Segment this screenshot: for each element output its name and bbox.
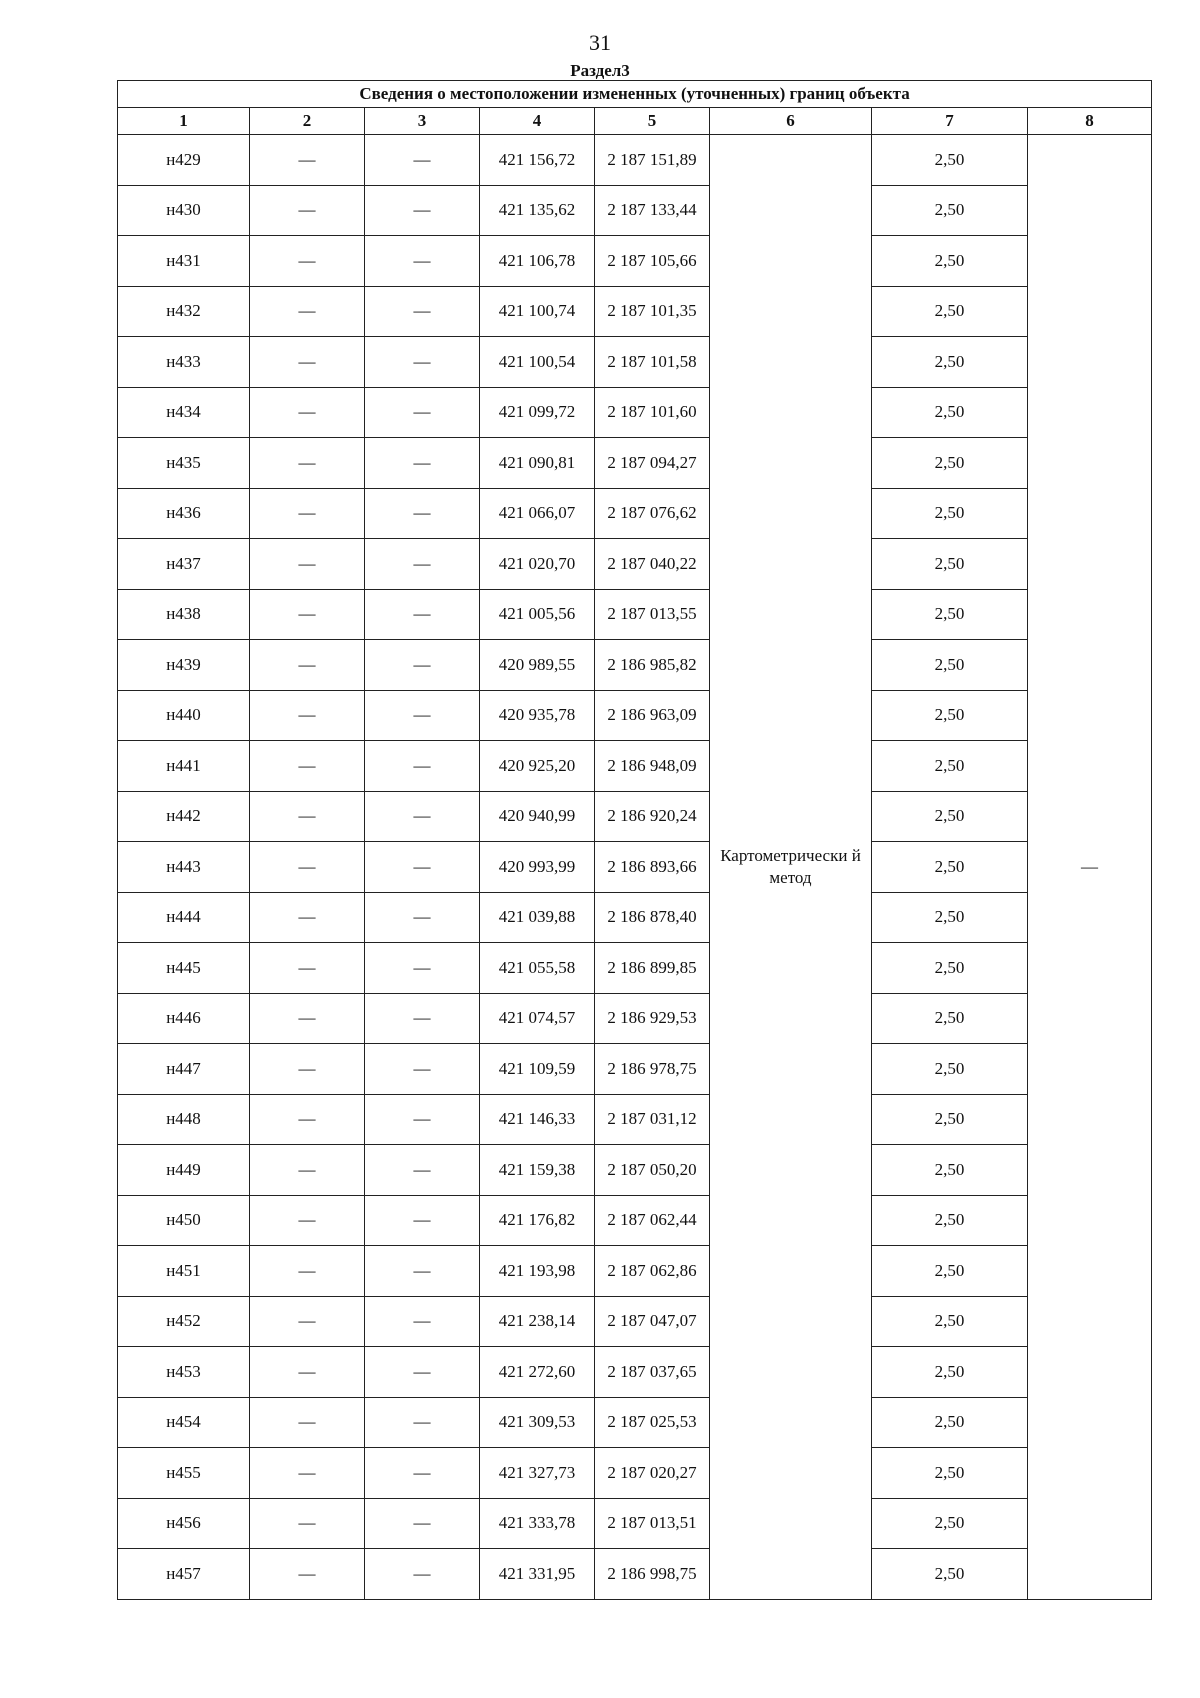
accuracy-cell: 2,50 [872, 993, 1028, 1044]
y-coordinate-cell: 2 187 040,22 [595, 539, 710, 590]
point-name-cell: н451 [118, 1246, 250, 1297]
accuracy-cell: 2,50 [872, 1347, 1028, 1398]
col3-dash-cell: — [365, 135, 480, 186]
col2-dash-cell: — [250, 791, 365, 842]
col3-dash-cell: — [365, 539, 480, 590]
col3-dash-cell: — [365, 1397, 480, 1448]
x-coordinate-cell: 420 993,99 [480, 842, 595, 893]
y-coordinate-cell: 2 186 920,24 [595, 791, 710, 842]
column-number: 8 [1028, 108, 1152, 135]
col2-dash-cell: — [250, 387, 365, 438]
page-number: 31 [589, 30, 611, 55]
point-name-cell: н429 [118, 135, 250, 186]
table-row [118, 1448, 1152, 1499]
column-number: 2 [250, 108, 365, 135]
point-name-cell: н457 [118, 1549, 250, 1600]
table-row [118, 943, 1152, 994]
method-cell: Картометрически й метод [710, 135, 872, 1600]
x-coordinate-cell: 421 109,59 [480, 1044, 595, 1095]
x-coordinate-cell: 421 331,95 [480, 1549, 595, 1600]
col2-dash-cell: — [250, 1347, 365, 1398]
table-body [118, 135, 1152, 1600]
accuracy-cell: 2,50 [872, 690, 1028, 741]
x-coordinate-cell: 421 238,14 [480, 1296, 595, 1347]
point-name-cell: н442 [118, 791, 250, 842]
accuracy-cell: 2,50 [872, 1296, 1028, 1347]
boundary-coordinates-table [117, 80, 1152, 1600]
point-name-cell: н448 [118, 1094, 250, 1145]
col3-dash-cell: — [365, 1145, 480, 1196]
accuracy-cell: 2,50 [872, 640, 1028, 691]
y-coordinate-cell: 2 187 013,55 [595, 589, 710, 640]
y-coordinate-cell: 2 187 013,51 [595, 1498, 710, 1549]
table-row [118, 185, 1152, 236]
col2-dash-cell: — [250, 337, 365, 388]
accuracy-cell: 2,50 [872, 741, 1028, 792]
point-name-cell: н449 [118, 1145, 250, 1196]
column-number: 4 [480, 108, 595, 135]
x-coordinate-cell: 421 074,57 [480, 993, 595, 1044]
col3-dash-cell: — [365, 1549, 480, 1600]
column-number: 7 [872, 108, 1028, 135]
col2-dash-cell: — [250, 943, 365, 994]
accuracy-cell: 2,50 [872, 135, 1028, 186]
col2-dash-cell: — [250, 438, 365, 489]
y-coordinate-cell: 2 186 963,09 [595, 690, 710, 741]
col2-dash-cell: — [250, 1549, 365, 1600]
x-coordinate-cell: 420 989,55 [480, 640, 595, 691]
accuracy-cell: 2,50 [872, 185, 1028, 236]
y-coordinate-cell: 2 187 105,66 [595, 236, 710, 287]
table-row [118, 337, 1152, 388]
point-name-cell: н450 [118, 1195, 250, 1246]
accuracy-cell: 2,50 [872, 791, 1028, 842]
column-number: 5 [595, 108, 710, 135]
col2-dash-cell: — [250, 589, 365, 640]
x-coordinate-cell: 420 940,99 [480, 791, 595, 842]
table-row [118, 640, 1152, 691]
col3-dash-cell: — [365, 690, 480, 741]
col3-dash-cell: — [365, 286, 480, 337]
table-row [118, 1549, 1152, 1600]
table-row [118, 286, 1152, 337]
point-name-cell: н438 [118, 589, 250, 640]
col2-dash-cell: — [250, 1195, 365, 1246]
col2-dash-cell: — [250, 741, 365, 792]
table-row [118, 438, 1152, 489]
column-number: 1 [118, 108, 250, 135]
x-coordinate-cell: 421 327,73 [480, 1448, 595, 1499]
table-row [118, 1094, 1152, 1145]
col2-dash-cell: — [250, 539, 365, 590]
point-name-cell: н441 [118, 741, 250, 792]
table-row [118, 1145, 1152, 1196]
col3-dash-cell: — [365, 1094, 480, 1145]
table-row [118, 1195, 1152, 1246]
col3-dash-cell: — [365, 993, 480, 1044]
point-name-cell: н434 [118, 387, 250, 438]
col2-dash-cell: — [250, 185, 365, 236]
table-caption: Сведения о местоположении измененных (уточненных) границ объекта [118, 81, 1152, 108]
x-coordinate-cell: 421 272,60 [480, 1347, 595, 1398]
y-coordinate-cell: 2 186 985,82 [595, 640, 710, 691]
col2-dash-cell: — [250, 1397, 365, 1448]
point-name-cell: н452 [118, 1296, 250, 1347]
table-row [118, 690, 1152, 741]
col2-dash-cell: — [250, 1246, 365, 1297]
table-row [118, 488, 1152, 539]
point-name-cell: н435 [118, 438, 250, 489]
col2-dash-cell: — [250, 842, 365, 893]
table-row [118, 842, 1152, 893]
section-label: Раздел3 [570, 61, 630, 80]
x-coordinate-cell: 421 176,82 [480, 1195, 595, 1246]
col3-dash-cell: — [365, 640, 480, 691]
y-coordinate-cell: 2 187 062,44 [595, 1195, 710, 1246]
point-name-cell: н444 [118, 892, 250, 943]
y-coordinate-cell: 2 187 151,89 [595, 135, 710, 186]
col3-dash-cell: — [365, 1044, 480, 1095]
col3-dash-cell: — [365, 892, 480, 943]
y-coordinate-cell: 2 186 899,85 [595, 943, 710, 994]
table-row [118, 1397, 1152, 1448]
accuracy-cell: 2,50 [872, 1195, 1028, 1246]
table-row [118, 539, 1152, 590]
col2-dash-cell: — [250, 236, 365, 287]
y-coordinate-cell: 2 187 133,44 [595, 185, 710, 236]
table-row [118, 1044, 1152, 1095]
x-coordinate-cell: 421 146,33 [480, 1094, 595, 1145]
table-row [118, 791, 1152, 842]
y-coordinate-cell: 2 186 878,40 [595, 892, 710, 943]
accuracy-cell: 2,50 [872, 1498, 1028, 1549]
x-coordinate-cell: 420 925,20 [480, 741, 595, 792]
accuracy-cell: 2,50 [872, 539, 1028, 590]
x-coordinate-cell: 421 156,72 [480, 135, 595, 186]
col2-dash-cell: — [250, 640, 365, 691]
col2-dash-cell: — [250, 286, 365, 337]
point-name-cell: н437 [118, 539, 250, 590]
table-row [118, 892, 1152, 943]
x-coordinate-cell: 421 193,98 [480, 1246, 595, 1297]
col2-dash-cell: — [250, 892, 365, 943]
y-coordinate-cell: 2 187 062,86 [595, 1246, 710, 1297]
point-name-cell: н447 [118, 1044, 250, 1095]
y-coordinate-cell: 2 187 031,12 [595, 1094, 710, 1145]
col3-dash-cell: — [365, 1448, 480, 1499]
point-name-cell: н439 [118, 640, 250, 691]
column-number-row [118, 108, 1152, 135]
x-coordinate-cell: 421 100,54 [480, 337, 595, 388]
accuracy-cell: 2,50 [872, 589, 1028, 640]
x-coordinate-cell: 421 106,78 [480, 236, 595, 287]
y-coordinate-cell: 2 186 998,75 [595, 1549, 710, 1600]
col3-dash-cell: — [365, 438, 480, 489]
y-coordinate-cell: 2 187 076,62 [595, 488, 710, 539]
point-name-cell: н430 [118, 185, 250, 236]
y-coordinate-cell: 2 187 050,20 [595, 1145, 710, 1196]
x-coordinate-cell: 421 090,81 [480, 438, 595, 489]
y-coordinate-cell: 2 187 101,35 [595, 286, 710, 337]
y-coordinate-cell: 2 187 101,60 [595, 387, 710, 438]
x-coordinate-cell: 421 005,56 [480, 589, 595, 640]
col3-dash-cell: — [365, 1246, 480, 1297]
x-coordinate-cell: 421 135,62 [480, 185, 595, 236]
x-coordinate-cell: 421 309,53 [480, 1397, 595, 1448]
y-coordinate-cell: 2 186 893,66 [595, 842, 710, 893]
point-name-cell: н454 [118, 1397, 250, 1448]
y-coordinate-cell: 2 186 978,75 [595, 1044, 710, 1095]
accuracy-cell: 2,50 [872, 1549, 1028, 1600]
x-coordinate-cell: 421 055,58 [480, 943, 595, 994]
col3-dash-cell: — [365, 741, 480, 792]
table-row [118, 135, 1152, 186]
col2-dash-cell: — [250, 1094, 365, 1145]
col3-dash-cell: — [365, 1296, 480, 1347]
table-row [118, 1246, 1152, 1297]
y-coordinate-cell: 2 187 101,58 [595, 337, 710, 388]
accuracy-cell: 2,50 [872, 1044, 1028, 1095]
accuracy-cell: 2,50 [872, 488, 1028, 539]
x-coordinate-cell: 420 935,78 [480, 690, 595, 741]
col3-dash-cell: — [365, 842, 480, 893]
accuracy-cell: 2,50 [872, 892, 1028, 943]
x-coordinate-cell: 421 039,88 [480, 892, 595, 943]
x-coordinate-cell: 421 066,07 [480, 488, 595, 539]
table-row [118, 236, 1152, 287]
point-name-cell: н446 [118, 993, 250, 1044]
col3-dash-cell: — [365, 1347, 480, 1398]
y-coordinate-cell: 2 186 929,53 [595, 993, 710, 1044]
point-name-cell: н445 [118, 943, 250, 994]
table-row [118, 1296, 1152, 1347]
point-name-cell: н440 [118, 690, 250, 741]
table-row [118, 589, 1152, 640]
accuracy-cell: 2,50 [872, 337, 1028, 388]
point-name-cell: н453 [118, 1347, 250, 1398]
col3-dash-cell: — [365, 791, 480, 842]
col2-dash-cell: — [250, 1296, 365, 1347]
point-name-cell: н436 [118, 488, 250, 539]
table-row [118, 1347, 1152, 1398]
col2-dash-cell: — [250, 1044, 365, 1095]
col2-dash-cell: — [250, 690, 365, 741]
column-number: 6 [710, 108, 872, 135]
point-name-cell: н433 [118, 337, 250, 388]
table-row [118, 993, 1152, 1044]
col2-dash-cell: — [250, 1448, 365, 1499]
accuracy-cell: 2,50 [872, 1145, 1028, 1196]
col8-dash-cell: — [1028, 135, 1152, 1600]
table-row [118, 741, 1152, 792]
col3-dash-cell: — [365, 337, 480, 388]
y-coordinate-cell: 2 187 094,27 [595, 438, 710, 489]
point-name-cell: н432 [118, 286, 250, 337]
x-coordinate-cell: 421 159,38 [480, 1145, 595, 1196]
y-coordinate-cell: 2 187 047,07 [595, 1296, 710, 1347]
col3-dash-cell: — [365, 1195, 480, 1246]
x-coordinate-cell: 421 333,78 [480, 1498, 595, 1549]
col3-dash-cell: — [365, 589, 480, 640]
x-coordinate-cell: 421 020,70 [480, 539, 595, 590]
accuracy-cell: 2,50 [872, 1397, 1028, 1448]
col3-dash-cell: — [365, 488, 480, 539]
y-coordinate-cell: 2 187 037,65 [595, 1347, 710, 1398]
col2-dash-cell: — [250, 488, 365, 539]
col2-dash-cell: — [250, 1498, 365, 1549]
point-name-cell: н431 [118, 236, 250, 287]
point-name-cell: н455 [118, 1448, 250, 1499]
col3-dash-cell: — [365, 185, 480, 236]
y-coordinate-cell: 2 187 020,27 [595, 1448, 710, 1499]
y-coordinate-cell: 2 186 948,09 [595, 741, 710, 792]
y-coordinate-cell: 2 187 025,53 [595, 1397, 710, 1448]
point-name-cell: н443 [118, 842, 250, 893]
x-coordinate-cell: 421 100,74 [480, 286, 595, 337]
point-name-cell: н456 [118, 1498, 250, 1549]
table-row [118, 387, 1152, 438]
col2-dash-cell: — [250, 1145, 365, 1196]
col3-dash-cell: — [365, 943, 480, 994]
accuracy-cell: 2,50 [872, 438, 1028, 489]
accuracy-cell: 2,50 [872, 1246, 1028, 1297]
x-coordinate-cell: 421 099,72 [480, 387, 595, 438]
accuracy-cell: 2,50 [872, 387, 1028, 438]
column-number: 3 [365, 108, 480, 135]
table-row [118, 1498, 1152, 1549]
accuracy-cell: 2,50 [872, 842, 1028, 893]
accuracy-cell: 2,50 [872, 1448, 1028, 1499]
col3-dash-cell: — [365, 236, 480, 287]
accuracy-cell: 2,50 [872, 236, 1028, 287]
col2-dash-cell: — [250, 993, 365, 1044]
col3-dash-cell: — [365, 1498, 480, 1549]
accuracy-cell: 2,50 [872, 1094, 1028, 1145]
col3-dash-cell: — [365, 387, 480, 438]
col2-dash-cell: — [250, 135, 365, 186]
accuracy-cell: 2,50 [872, 286, 1028, 337]
accuracy-cell: 2,50 [872, 943, 1028, 994]
